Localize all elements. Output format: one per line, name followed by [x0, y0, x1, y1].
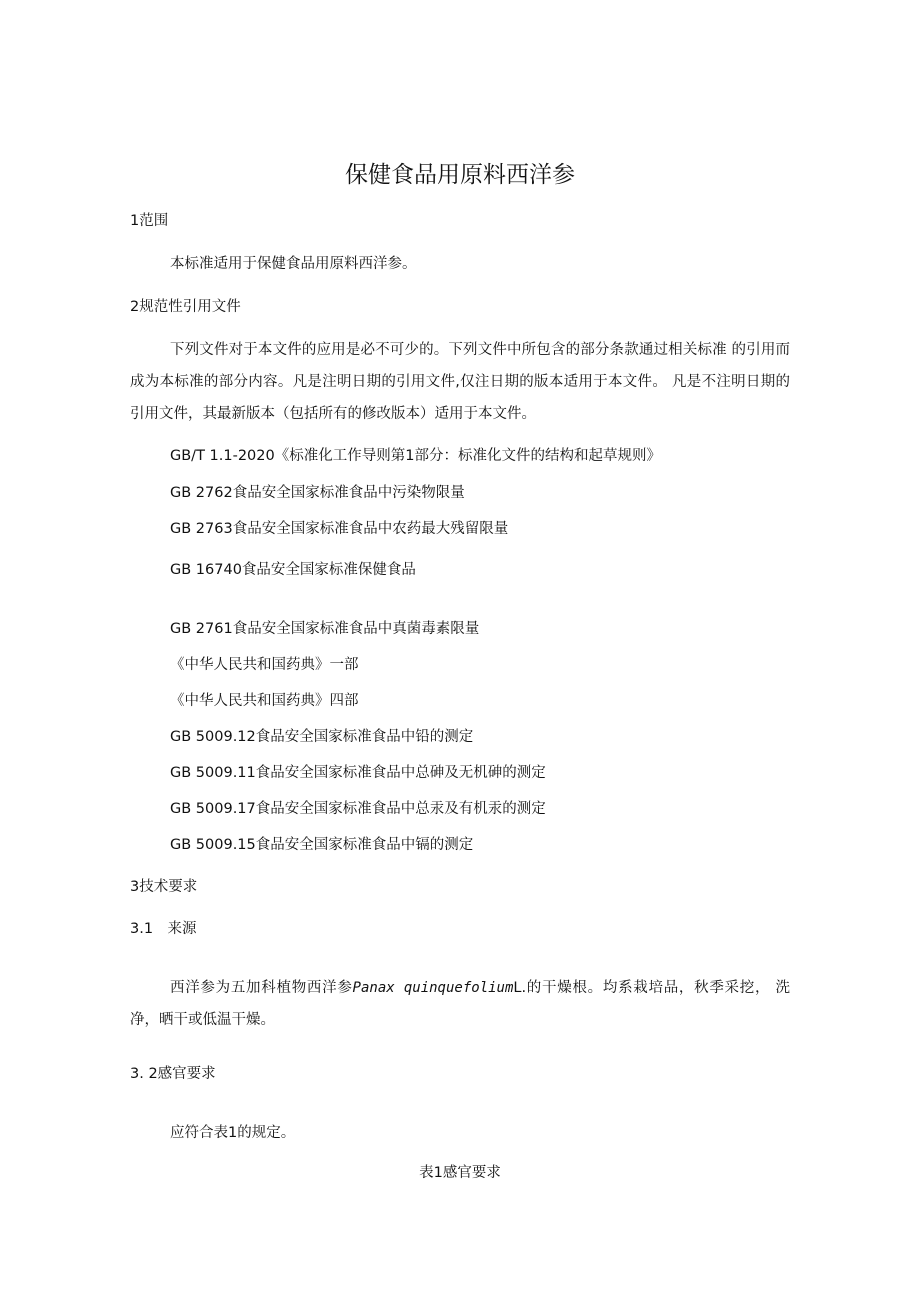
reference-item: GB 5009.15食品安全国家标准食品中镉的测定 [170, 837, 474, 853]
section-3-2-heading: 3. 2感官要求 [130, 1066, 216, 1082]
section-3-2-text: 应符合表1的规定。 [170, 1125, 296, 1141]
reference-item: GB/T 1.1-2020《标准化工作导则第1部分：标准化文件的结构和起草规则》 [170, 448, 661, 464]
reference-item: 《中华人民共和国药典》一部 [170, 657, 359, 673]
reference-item: GB 5009.11食品安全国家标准食品中总砷及无机砷的测定 [170, 765, 546, 781]
table-1-caption: 表1感官要求 [419, 1165, 501, 1181]
reference-item: GB 2762食品安全国家标准食品中污染物限量 [170, 485, 465, 501]
reference-item: GB 2761食品安全国家标准食品中真菌毒素限量 [170, 621, 480, 637]
section-3-heading: 3技术要求 [130, 879, 198, 895]
page-title: 保健食品用原料西洋参 [345, 162, 575, 188]
reference-item: 《中华人民共和国药典》四部 [170, 693, 359, 709]
source-text-a: 西洋参为五加科植物西洋参 [170, 980, 353, 996]
reference-item: GB 2763食品安全国家标准食品中农药最大残留限量 [170, 521, 509, 537]
reference-item: GB 5009.12食品安全国家标准食品中铅的测定 [170, 729, 474, 745]
section-1-heading: 1范围 [130, 213, 169, 229]
section-3-1-heading: 3.1 来源 [130, 921, 197, 937]
source-text-b: L.的干燥根。均系栽培品，秋季采挖， 洗净，晒干或低温干燥。 [130, 980, 791, 1028]
section-2-heading: 2规范性引用文件 [130, 299, 241, 315]
reference-item: GB 16740食品安全国家标准保健食品 [170, 562, 416, 578]
section-3-1-text [130, 972, 790, 1036]
reference-item: GB 5009.17食品安全国家标准食品中总汞及有机汞的测定 [170, 801, 546, 817]
section-1-text: 本标准适用于保健食品用原料西洋参。 [170, 256, 417, 272]
section-2-text: 下列文件对于本文件的应用是必不可少的。下列文件中所包含的部分条款通过相关标准 的引用而成为本标准的部分内容。凡是注明日期的引用文件,仅注日期的版本适用于本文件。 凡是不注明日期的引用文件，其最新版本（包括所有的修改版本）适用于本文件。 [130, 342, 790, 422]
latin-name: Panax quinquefolium [352, 980, 514, 996]
